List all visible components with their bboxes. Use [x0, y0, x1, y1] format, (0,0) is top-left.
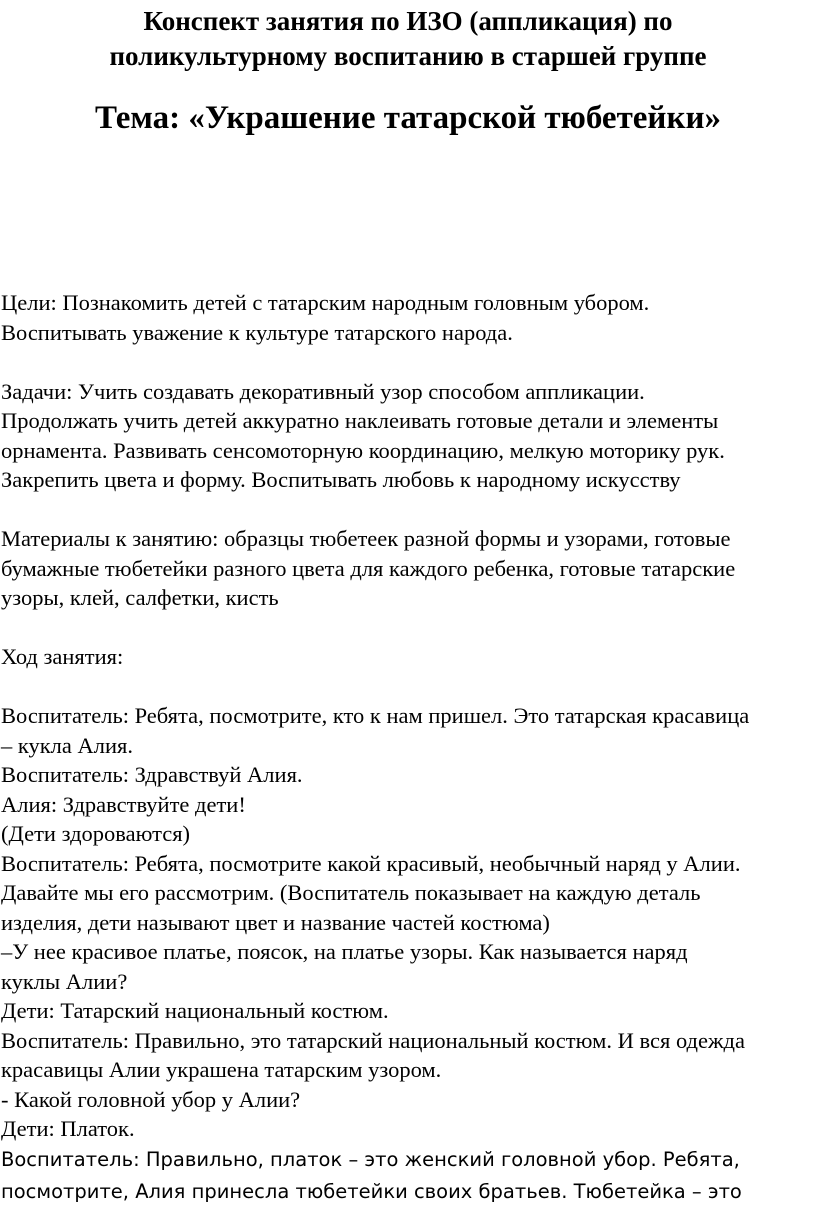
title-line-1: Конспект занятия по ИЗО (аппликация) по	[143, 6, 673, 36]
text-line: Цели: Познакомить детей с татарским народным головным убором.	[1, 290, 650, 315]
tasks-paragraph	[1, 377, 816, 495]
paragraph-gap	[1, 495, 816, 525]
text-line: Закрепить цвета и форму. Воспитывать любовь к народному искусству	[1, 467, 681, 492]
text-line: узоры, клей, салфетки, кисть	[1, 585, 279, 610]
dialogue-line: Давайте мы его рассмотрим. (Воспитатель показывает на каждую деталь	[1, 880, 701, 905]
dialogue-continuation	[1, 1144, 816, 1209]
dialogue-line: –У нее красивое платье, поясок, на платье узоры. Как называется наряд	[1, 939, 688, 964]
text-line: орнамента. Развивать сенсомоторную координацию, мелкую моторику рук.	[1, 437, 725, 463]
dialogue-line: изделия, дети называют цвет и название частей костюма)	[1, 909, 550, 935]
dialogue-line: Воспитатель: Здравствуй Алия.	[1, 762, 303, 787]
paragraph-gap	[1, 672, 816, 702]
paragraph-gap	[1, 613, 816, 643]
dialogue-line: Воспитатель: Правильно, платок – это женский головной убор. Ребята,	[1, 1147, 740, 1171]
dialogue-line: Дети: Платок.	[1, 1116, 135, 1141]
dialogue-line: куклы Алии?	[1, 968, 128, 994]
text-line: Воспитывать уважение к культуре татарского народа.	[1, 319, 513, 345]
text-line: бумажные тюбетейки разного цвета для каждого ребенка, готовые татарские	[1, 555, 736, 581]
dialogue-line: (Дети здороваются)	[1, 821, 191, 846]
dialogue-line: – кукла Алия.	[1, 732, 134, 758]
text-line: Продолжать учить детей аккуратно наклеивать готовые детали и элементы	[1, 408, 719, 433]
text-line: Материалы к занятию: образцы тюбетеек разной формы и узорами, готовые	[1, 526, 731, 551]
dialogue-line: Воспитатель: Правильно, это татарский национальный костюм. И вся одежда	[1, 1027, 745, 1053]
document-body	[1, 288, 816, 1209]
dialogue	[1, 701, 816, 1144]
dialogue-line: красавицы Алии украшена татарским узором.	[1, 1057, 442, 1082]
dialogue-line: Дети: Татарский национальный костюм.	[1, 998, 389, 1023]
lesson-theme: Тема: «Украшение татарской тюбетейки»	[95, 100, 721, 136]
dialogue-line: Алия: Здравствуйте дети!	[1, 791, 246, 817]
dialogue-line: Воспитатель: Ребята, посмотрите какой красивый, необычный наряд у Алии.	[1, 850, 741, 876]
text-line: Задачи: Учить создавать декоративный узор способом аппликации.	[1, 378, 645, 404]
dialogue-line: посмотрите, Алия принесла тюбетейки своих братьев. Тюбетейка – это	[1, 1180, 742, 1203]
goals-paragraph	[1, 288, 816, 347]
title-line-2: поликультурному воспитанию в старшей группе	[109, 41, 707, 71]
course-heading: Ход занятия:	[1, 644, 124, 669]
dialogue-line: Воспитатель: Ребята, посмотрите, кто к нам пришел. Это татарская красавица	[1, 703, 750, 728]
dialogue-line: - Какой головной убор у Алии?	[1, 1086, 301, 1112]
materials-paragraph	[1, 524, 816, 613]
document-title	[0, 4, 816, 74]
paragraph-gap	[1, 347, 816, 377]
